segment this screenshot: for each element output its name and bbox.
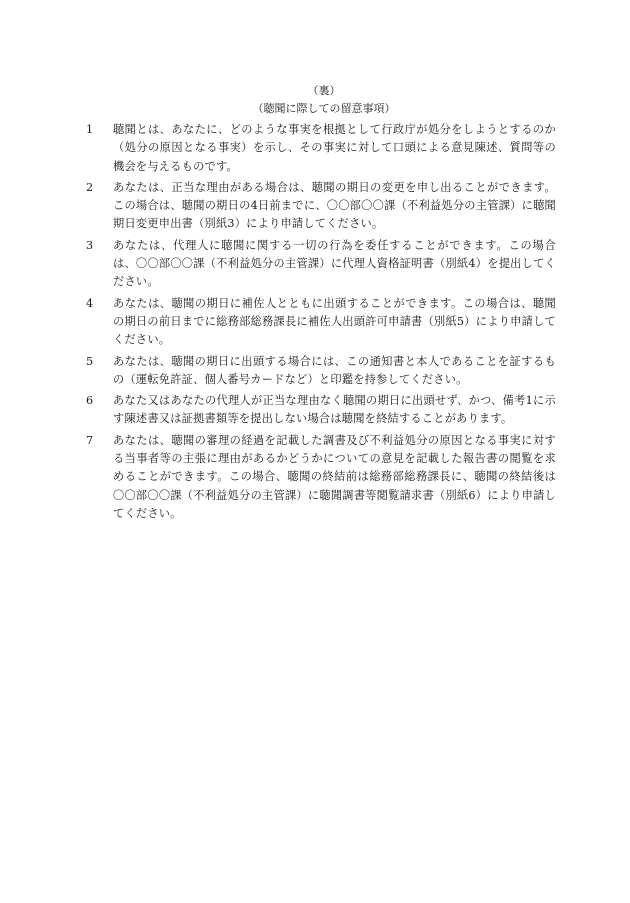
- list-item: [86, 295, 556, 350]
- item-number: 7: [86, 433, 94, 447]
- item-number: 3: [86, 238, 94, 252]
- item-number: 5: [86, 354, 94, 368]
- item-number: 6: [86, 394, 94, 408]
- list-item: [86, 179, 556, 234]
- item-text: あなたは、聴聞の期日に補佐人とともに出頭することができます。この場合は、聴聞の期日の前日までに総務部総務課長に補佐人出頭許可申請書（別紙5）により申請してください。: [113, 296, 556, 347]
- item-text: 聴聞とは、あなたに、どのような事実を根拠として行政庁が処分をしようとするのか（処分の原因となる事実）を示し、その事実に対して口頭による意見陳述、質問等の機会を与えるものです。: [113, 123, 556, 173]
- list-item: [86, 237, 556, 292]
- item-number: 2: [86, 180, 94, 194]
- item-text: あなた又はあなたの代理人が正当な理由なく聴聞の期日に出頭せず、かつ、備考1に示す陳述書又は証拠書類等を提出しない場合は聴聞を終結することがあります。: [113, 394, 556, 426]
- item-text: あなたは、聴聞の期日に出頭する場合には、この通知書と本人であることを証するもの（運転免許証、個人番号カードなど）と印鑑を持参してください。: [113, 354, 556, 386]
- item-text: あなたは、聴聞の審理の経過を記載した調書及び不利益処分の原因となる事実に対する当事者等の主張に理由があるかどうかについての意見を記載した報告書の閲覧を求めることができます。この場合、聴聞の終結前は総務部総務課長に、聴聞の終結後は〇〇部〇〇課（不利益処分の主管課）に聴聞調書等閲覧請求書（別紙6）により申請してください。: [113, 433, 556, 520]
- item-text: あなたは、代理人に聴聞に関する一切の行為を委任することができます。この場合は、〇〇部〇〇課（不利益処分の主管課）に代理人資格証明書（別紙4）を提出してください。: [113, 238, 556, 289]
- item-text: あなたは、正当な理由がある場合は、聴聞の期日の変更を申し出ることができます。この場合は、聴聞の期日の4日前までに、〇〇部〇〇課（不利益処分の主管課）に聴聞期日変更申出書（別紙3）により申請してください。: [113, 180, 556, 231]
- item-number: 4: [86, 296, 94, 310]
- section-title: （聴聞に際しての留意事項）: [252, 102, 396, 115]
- list-item: [86, 432, 556, 523]
- item-number: 1: [86, 123, 94, 136]
- list-item: [86, 392, 556, 429]
- list-item: [86, 121, 556, 176]
- side-label: （裏）: [307, 84, 341, 97]
- notes-list: [86, 121, 556, 523]
- list-item: [86, 353, 556, 390]
